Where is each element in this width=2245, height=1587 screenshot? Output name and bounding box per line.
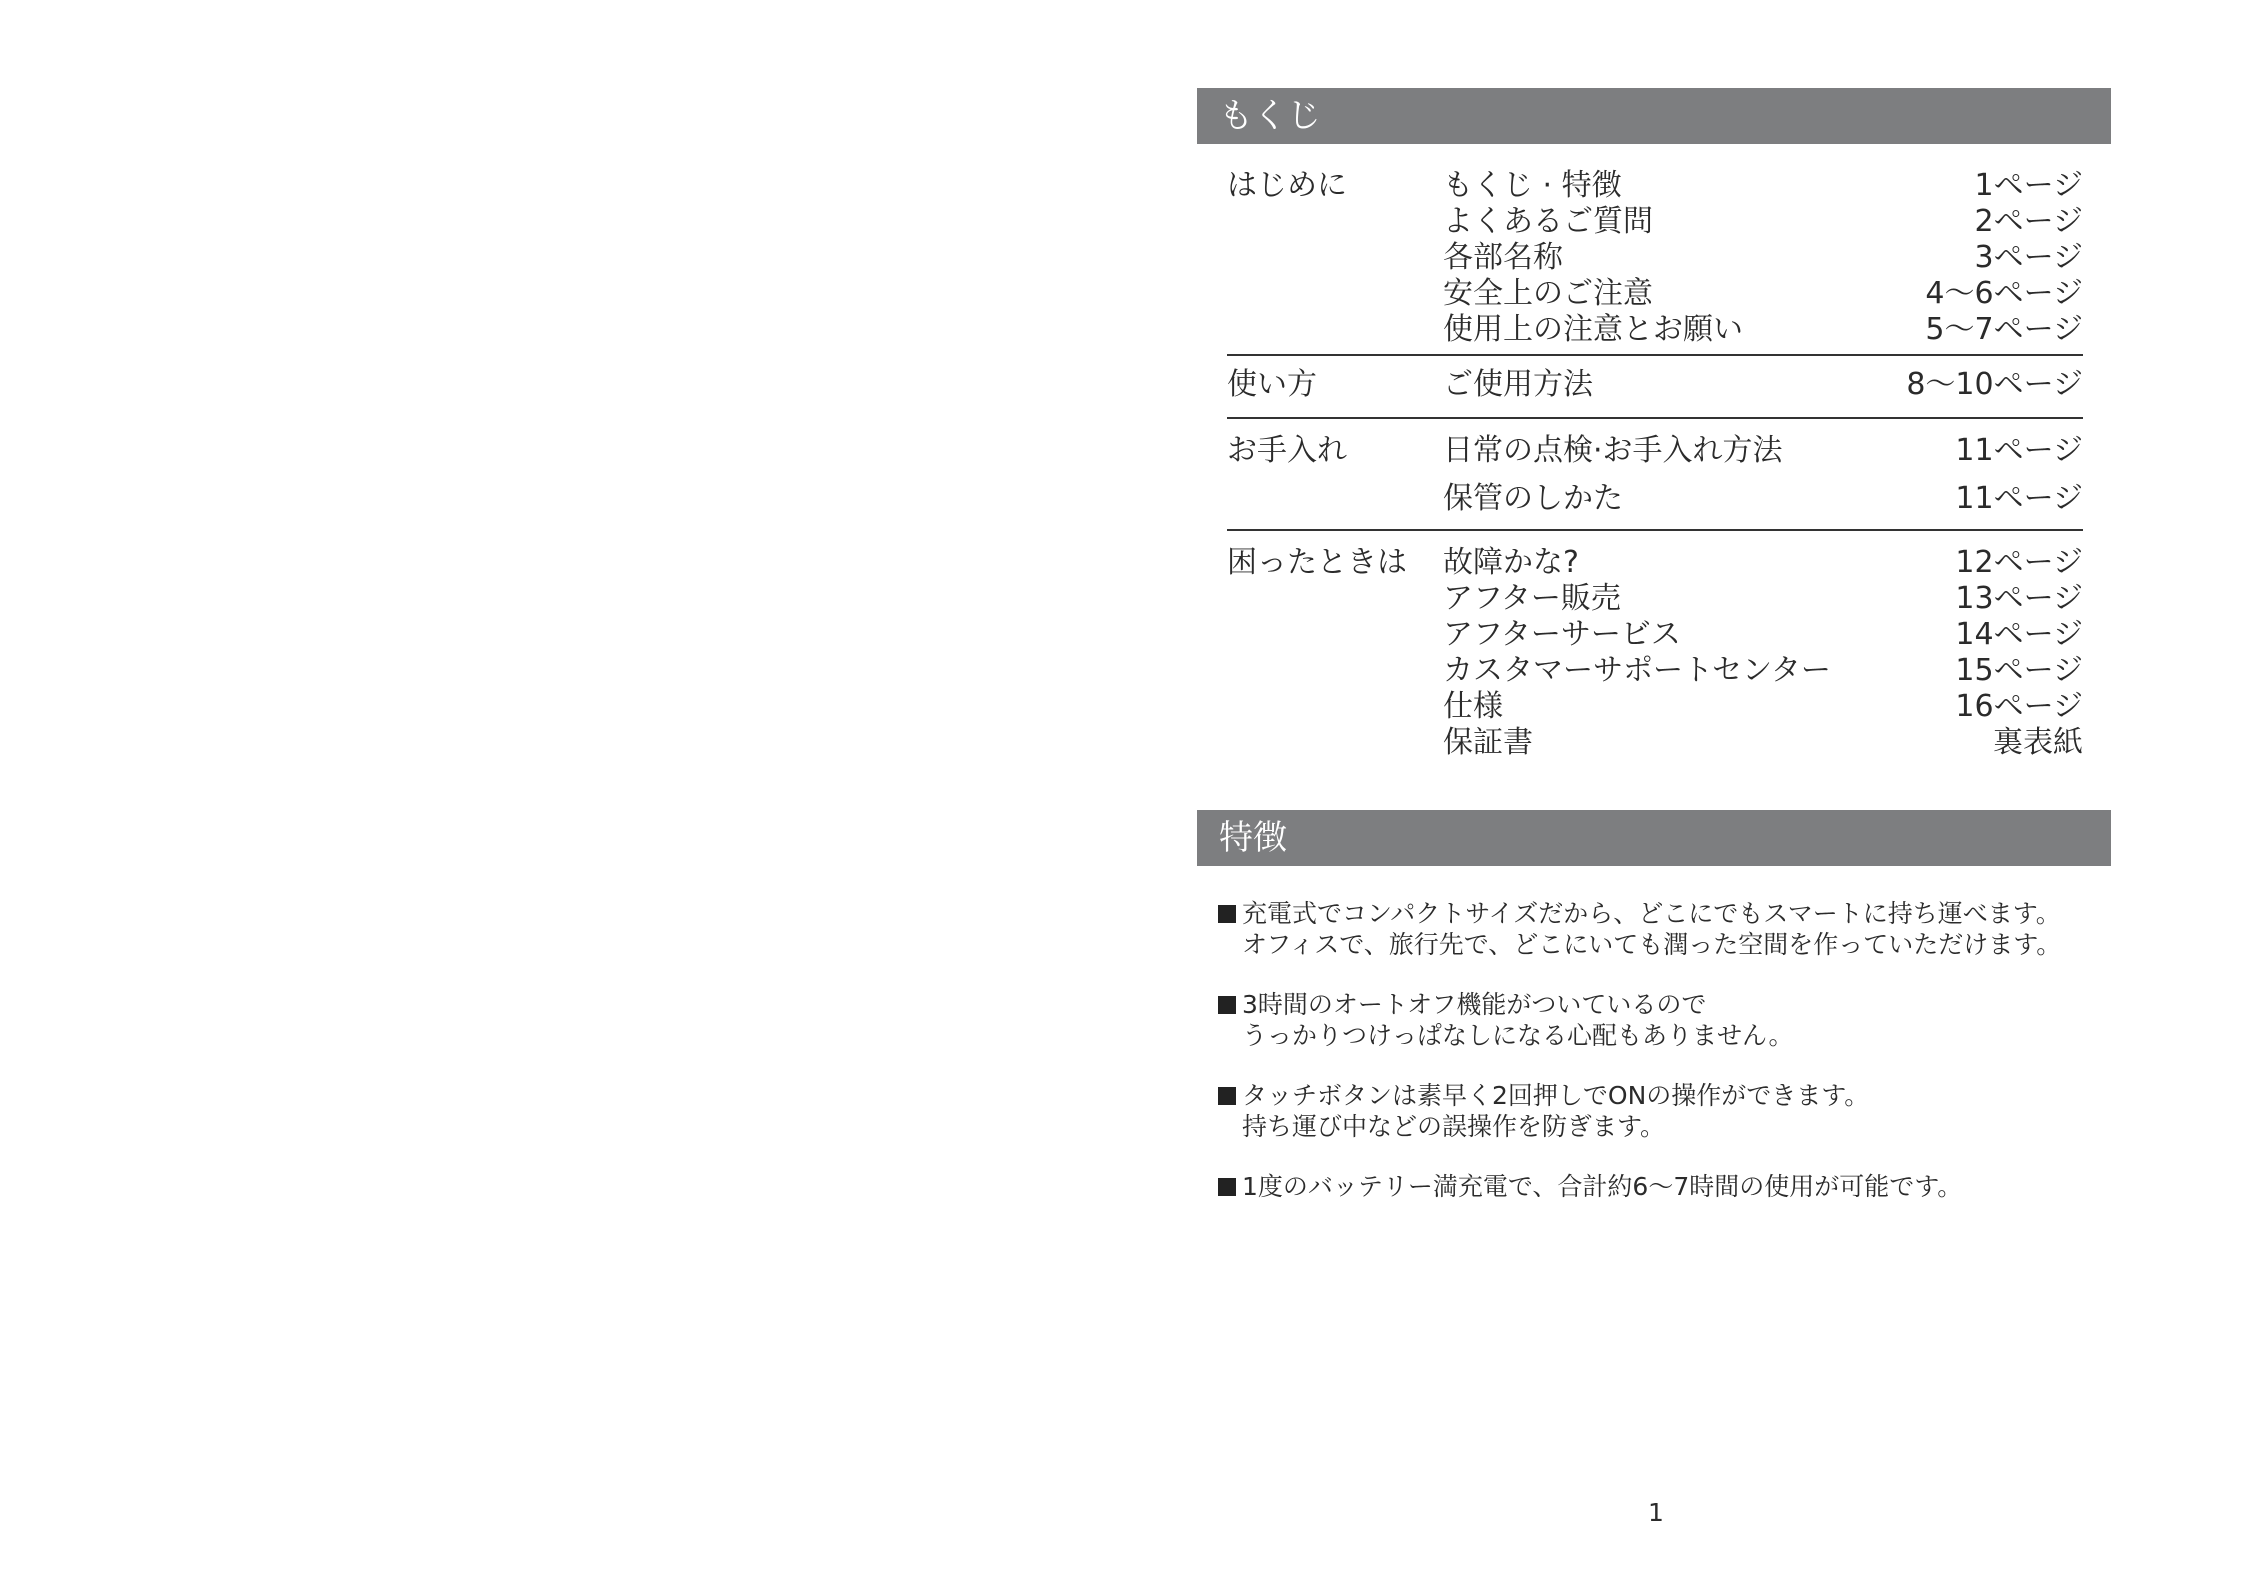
toc-group-maintenance: [1227, 419, 2083, 531]
toc-entries: [1443, 531, 2083, 761]
toc-group-troubleshooting: [1227, 531, 2083, 761]
feature-line: 充電式でコンパクトサイズだから、どこにでもスマートに持ち運べます。: [1242, 899, 2061, 928]
toc-entry-page: 12ページ: [1955, 545, 2083, 580]
toc-entry-label: 安全上のご注意: [1443, 276, 1653, 311]
toc-entry: [1443, 725, 2083, 761]
toc-entry: [1443, 168, 2083, 204]
toc-entry: [1443, 653, 2083, 689]
toc-entry-label: カスタマーサポートセンター: [1443, 653, 1831, 688]
toc-entry-label: 仕様: [1443, 689, 1503, 724]
feature-line: 持ち運び中などの誤操作を防ぎます。: [1242, 1112, 1666, 1141]
toc-entry: [1443, 581, 2083, 617]
feature-line: タッチボタンは素早く2回押しでONの操作ができます。: [1242, 1081, 1870, 1110]
feature-text: [1242, 1171, 1962, 1202]
features-header: 特徴: [1197, 810, 2111, 866]
page-number: 1: [1648, 1498, 1664, 1527]
toc-entries: [1443, 158, 2083, 348]
toc-entry-label: ご使用方法: [1443, 367, 1593, 402]
toc-entry: [1443, 367, 2083, 403]
square-bullet-icon: [1218, 905, 1236, 923]
toc-entry-label: 各部名称: [1443, 240, 1563, 275]
toc-entry-page: 13ページ: [1955, 581, 2083, 616]
toc-header: もくじ: [1197, 88, 2111, 144]
toc-entry-page: 11ページ: [1955, 481, 2083, 516]
square-bullet-icon: [1218, 1178, 1236, 1196]
toc-entry: [1443, 433, 2083, 469]
toc-category: お手入れ: [1227, 433, 1347, 468]
square-bullet-icon: [1218, 996, 1236, 1014]
toc-entry-page: 16ページ: [1955, 689, 2083, 724]
toc-category: はじめに: [1227, 168, 1347, 203]
toc-entry-label: アフター販売: [1443, 581, 1621, 616]
toc-entries: [1443, 356, 2083, 403]
toc-entry-label: もくじ · 特徴: [1443, 168, 1622, 203]
feature-line: 3時間のオートオフ機能がついているので: [1242, 990, 1707, 1019]
feature-item: [1218, 1171, 2098, 1202]
toc-entry-page: 3ページ: [1974, 240, 2083, 275]
toc-category: 使い方: [1227, 367, 1317, 402]
toc-entry: [1443, 240, 2083, 276]
toc-entry: [1443, 276, 2083, 312]
toc-entry-page: 1ページ: [1974, 168, 2083, 203]
feature-text: [1242, 898, 2061, 960]
toc-entry-page: 裏表紙: [1993, 725, 2083, 760]
table-of-contents: [1227, 158, 2083, 761]
toc-entry-page: 14ページ: [1955, 617, 2083, 652]
toc-entry-page: 2ページ: [1974, 204, 2083, 239]
toc-entry-label: 使用上の注意とお願い: [1443, 312, 1743, 347]
feature-line: うっかりつけっぱなしになる心配もありません。: [1242, 1021, 1794, 1050]
toc-entry-page: 15ページ: [1955, 653, 2083, 688]
toc-group-introduction: [1227, 158, 2083, 356]
toc-entry-label: 保管のしかた: [1443, 481, 1623, 516]
toc-entry: [1443, 545, 2083, 581]
toc-category: 困ったときは: [1227, 545, 1407, 580]
toc-entry: [1443, 689, 2083, 725]
toc-entry-label: 保証書: [1443, 725, 1533, 760]
feature-line: 1度のバッテリー満充電で、合計約6〜7時間の使用が可能です。: [1242, 1172, 1963, 1201]
feature-text: [1242, 1080, 1869, 1142]
features-list: [1218, 898, 2098, 1231]
toc-group-usage: [1227, 356, 2083, 419]
feature-text: [1242, 989, 1794, 1051]
toc-entry: [1443, 204, 2083, 240]
toc-entry: [1443, 312, 2083, 348]
toc-entries: [1443, 419, 2083, 517]
toc-entry-page: 4〜6ページ: [1925, 276, 2083, 311]
toc-entry-label: アフターサービス: [1443, 617, 1681, 652]
feature-item: [1218, 1080, 2098, 1142]
toc-entry: [1443, 617, 2083, 653]
feature-line: オフィスで、旅行先で、どこにいても潤った空間を作っていただけます。: [1242, 930, 2062, 959]
toc-entry-page: 11ページ: [1955, 433, 2083, 468]
toc-entry-page: 8〜10ページ: [1906, 367, 2083, 402]
toc-entry: [1443, 481, 2083, 517]
toc-entry-label: よくあるご質問: [1443, 204, 1653, 239]
toc-entry-label: 故障かな?: [1443, 545, 1579, 580]
feature-item: [1218, 898, 2098, 960]
toc-entry-label: 日常の点検·お手入れ方法: [1443, 433, 1783, 468]
square-bullet-icon: [1218, 1087, 1236, 1105]
feature-item: [1218, 989, 2098, 1051]
manual-page: [1197, 0, 2111, 1587]
toc-entry-page: 5〜7ページ: [1925, 312, 2083, 347]
